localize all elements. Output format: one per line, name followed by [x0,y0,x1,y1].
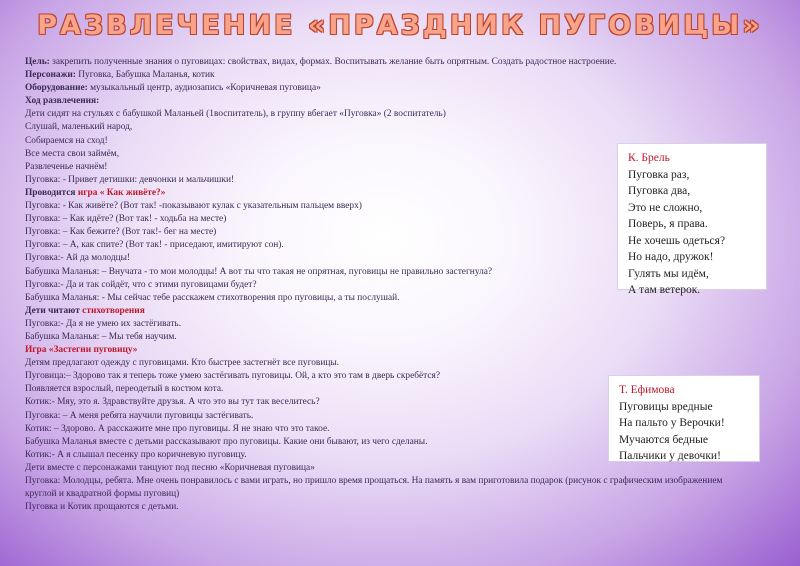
game2-heading: Игра «Застегни пуговицу» [25,345,138,356]
text-line: Бабушка Маланья: – Мы тебя научим. [25,331,177,342]
equipment-text: музыкальный центр, аудиозапись «Коричневая пуговица» [87,83,321,94]
text-line: Пуговка: – Как идёте? (Вот так! - ходьба на месте) [25,214,227,225]
text-line: Пуговка:- Ай да молодцы! [25,253,131,264]
text-line: Бабушка Маланья: - Мы сейчас тебе расскажем стихотворения про пуговицы, а ты послушай. [25,292,400,303]
text-line: Дети сидят на стульях с бабушкой Маланьей (1воспитатель), в группу вбегает «Пуговка» (2 воспитатель) [25,109,446,120]
text-line: Пуговка:- Да я не умею их застёгивать. [25,318,182,329]
poem-line: Мучаются бедные [619,433,708,446]
poem-line: Пуговицы вредные [619,400,713,413]
goal-line [25,56,755,69]
text-line: Пуговка и Котик прощаются с детьми. [25,502,179,513]
poem-read-name: стихотворения [82,305,145,316]
text-line: Собираемся на сход! [25,135,108,146]
text-line: Все места свои займём, [25,148,120,159]
poem-line: Не хочешь одеться? [628,234,726,247]
poem-line: Но надо, дружок! [628,251,714,263]
text-line: Пуговица:– Здорово так я теперь тоже умею застёгивать пуговицы. Ой, а кто это там в дверь скребётся? [25,371,441,382]
poem-line: Пальчики у девочки! [619,450,721,462]
game1-prefix: Проводится [25,187,78,198]
poem-author: Т. Ефимова [619,384,675,396]
page-title: РАЗВЛЕЧЕНИЕ «ПРАЗДНИК ПУГОВИЦЫ» [37,10,763,41]
poem-line: Это не сложно, [628,201,703,214]
goal-text: закрепить полученные знания о пуговицах: свойствах, видах, формах. Воспитывать желание быть опрятным. Создать радостное настроение. [49,57,617,67]
poem-line: Пуговка два, [628,185,691,197]
text-line: Котик:- А я слышал песенку про коричневую пуговицу. [25,449,247,460]
characters-text: Пуговка, Бабушка Маланья, котик [75,70,215,81]
text-line: Появляется взрослый, переодетый в костюм кота. [25,384,224,395]
text-line: Дети вместе с персонажами танцуют под песню «Коричневая пуговица» [25,462,315,473]
text-line: Пуговка: – А, как спите? (Вот так! - приседают, имитируют сон). [25,240,284,251]
game1-name: игра « Как живёте?» [77,187,166,198]
poem-box-brel [617,143,767,296]
characters-line [25,69,755,82]
text-line: Детям предлагают одежду с пуговицами. Кто быстрее застегнёт все пуговицы. [25,358,340,369]
text-line: Слушай, маленький народ, [25,122,133,133]
characters-label: Персонажи: [25,70,76,81]
poem-line: Гулять мы идём, [628,267,709,280]
poem-line: На пальто у Верочки! [619,417,725,429]
text-line: Пуговка:- Да и так сойдёт, что с этими пуговицами будет? [25,279,257,290]
text-line: Бабушка Маланья: – Внучата - то мои молодцы! А вот ты что такая не опрятная, пуговицы не правильно застегнула? [25,266,493,277]
poem-line: Поверь, я права. [628,218,708,230]
text-line: Пуговка: - Как живёте? (Вот так! -показывают кулак с указательным пальцем вверх) [25,201,362,212]
text-line: Пуговка: – Как бежите? (Вот так!- бег на месте) [25,227,217,238]
equipment-line [25,82,755,95]
text-line: Котик: – Здорово. А расскажите мне про пуговицы. Я не знаю что это такое. [25,423,330,434]
poem-read-line [25,305,755,318]
poem-line: А там ветерок. [628,284,701,296]
text-line: Пуговка: - Привет детишки: девчонки и мальчишки! [25,174,235,185]
poem-line: Пуговка раз, [628,168,690,181]
text-line: Пуговка: – А меня ребята научили пуговицы застёгивать. [25,410,254,421]
text-line: Котик:- Мяу, это я. Здравствуйте друзья. А что это вы тут так веселитесь? [25,397,320,408]
text-line: Развлеченье начнём! [25,161,108,172]
text-line: Бабушка Маланья вместе с детьми рассказывают про пуговицы. Какие они бывают, из чего сделаны. [25,436,428,447]
progress-heading: Ход развлечения: [25,96,100,107]
poem-author: К. Брель [628,152,670,164]
poem-read-prefix: Дети читают [25,305,83,316]
text-line: Пуговка: Молодцы, ребята. Мне очень понравилось с вами играть, но пришло время прощаться. На память я вам приготовила подарок (рисунок с графическим изображением круглой и квадратной формы пуговиц) [25,476,723,500]
goal-label: Цель: [25,57,50,67]
equipment-label: Оборудование: [25,83,88,94]
poem-box-efimova [608,375,760,462]
